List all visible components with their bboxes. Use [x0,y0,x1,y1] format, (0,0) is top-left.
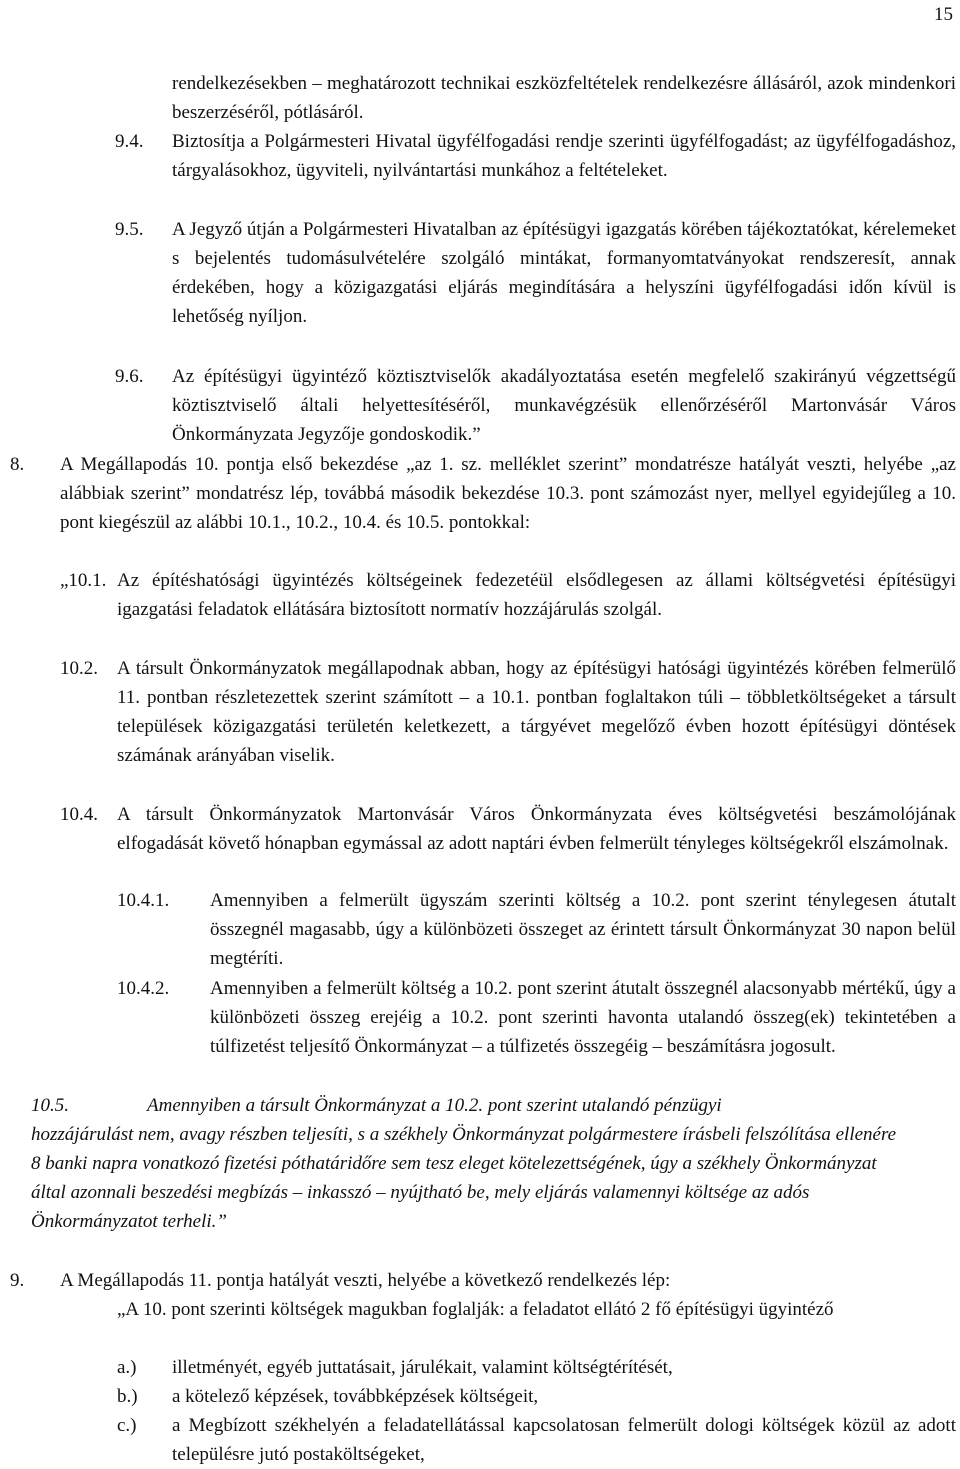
section-10-4-2-text: Amennyiben a felmerült költség a 10.2. pont szerint átutalt összegnél alacsonyabb mértékű, úgy a különbözeti összeg erejéig a 10.2. pont szerinti havonta utalandó összeg(ek) tekintetében a túlfizetést teljesítő Önkormányzat – a túlfizetés összegéig – beszámításra jogosult. [210,978,956,1057]
section-number-8: 8. [10,454,25,475]
section-number-9-6: 9.6. [115,366,144,387]
section-number-9-5: 9.5. [115,219,144,240]
section-9-6-text: Az építésügyi ügyintéző köztisztviselők akadályoztatása esetén megfelelő szakirányú végzettségű köztisztviselő általi helyettesítéséről, munkavégzésük ellenőrzéséről Martonvásár Város Önkormányzata Jegyzője gondoskodik.” [172,366,956,445]
section-number-10-1: „10.1. [60,570,107,591]
section-number-10-4-1: 10.4.1. [117,890,170,911]
list-item-b: a kötelező képzések, továbbképzések költségeit, [172,1386,539,1407]
section-8-text: A Megállapodás 10. pontja első bekezdése „az 1. sz. melléklet szerint” mondatrésze hatályát veszti, helyébe „az alábbiak szerint” mondatrész lép, továbbá második bekezdése 10.3. pont számozást nyer, mellyel egyidejűleg a 10. pont kiegészül az alábbi 10.1., 10.2., 10.4. és 10.5. pontokkal: [60,454,956,533]
section-10-4-text: A társult Önkormányzatok Martonvásár Város Önkormányzata éves költségvetési beszámolójának elfogadását követő hónapban egymással az adott naptári évben felmerült tényleges költségekről elszámolnak. [117,804,956,854]
page-number: 15 [934,4,953,25]
list-marker-c: c.) [117,1415,137,1436]
list-item-a: illetményét, egyéb juttatásait, járulékait, valamint költségtérítését, [172,1357,673,1378]
section-number-10-2: 10.2. [60,658,98,679]
section-10-5-first-line: Amennyiben a társult Önkormányzat a 10.2. pont szerint utalandó pénzügyi [147,1095,722,1116]
section-9-5-text: A Jegyző útján a Polgármesteri Hivatalban az építésügyi igazgatás körében tájékoztatókat, kérelemeket s bejelentés tudomásulvételére szolgáló mintákat, formanyomtatványokat rendszeresít, annak érdekében, hogy a közigazgatási eljárás megindítására a helyszíni ügyfélfogadási időn kívül is lehetőség nyíljon. [172,219,956,327]
list-marker-a: a.) [117,1357,137,1378]
list-marker-b: b.) [117,1386,138,1407]
section-number-9: 9. [10,1270,25,1291]
section-number-10-5: 10.5. [31,1095,69,1116]
paragraph-continuation: rendelkezésekben – meghatározott technikai eszközfeltételek rendelkezésre állásáról, azok mindenkori beszerzéséről, pótlásáról. [172,73,956,123]
section-11-intro: „A 10. pont szerinti költségek magukban foglalják: a feladatot ellátó 2 fő építésügyi ügyintéző [117,1299,834,1320]
section-10-1-text: Az építéshatósági ügyintézés költségeinek fedezetéül elsődlegesen az állami költségvetési építésügyi igazgatási feladatok ellátására biztosított normatív hozzájárulás szolgál. [117,570,956,620]
section-9-4-text: Biztosítja a Polgármesteri Hivatal ügyfélfogadási rendje szerinti ügyfélfogadást; az ügyfélfogadáshoz, tárgyalásokhoz, ügyviteli, nyilvántartási munkához a feltételeket. [172,131,956,181]
section-number-10-4: 10.4. [60,804,98,825]
section-10-2-text: A társult Önkormányzatok megállapodnak abban, hogy az építésügyi hatósági ügyintézés körében felmerülő 11. pontban részletezettek szerint számított – a 10.1. pontban foglaltakon túli – többletköltségeket a társult települések közigazgatási területén keletkezett, a tárgyévet megelőző évben hozott építésügyi döntések számának arányában viselik. [117,658,956,766]
section-9-text: A Megállapodás 11. pontja hatályát veszti, helyébe a következő rendelkezés lép: [60,1270,671,1291]
section-10-4-1-text: Amennyiben a felmerült ügyszám szerinti költség a 10.2. pont szerint ténylegesen átutalt összegnél magasabb, úgy a különbözeti összeget az érintett társult Önkormányzat 30 napon belül megtéríti. [210,890,956,969]
section-10-5-text: hozzájárulást nem, avagy részben teljesíti, s a székhely Önkormányzat polgármestere írásbeli felszólítása ellenére 8 banki napra vonatkozó fizetési póthatáridőre sem tesz eleget kötelezettségének, úgy a székhely Önkormányzat által azonnali beszedési megbízás – inkasszó – nyújtható be, mely eljárás valamennyi költsége az adós Önkormányzatot terheli.” [31,1124,897,1232]
section-number-10-4-2: 10.4.2. [117,978,170,999]
list-item-c: a Megbízott székhelyén a feladatellátással kapcsolatosan felmerült dologi költségek közül az adott településre jutó postaköltségeket, [172,1415,956,1465]
section-number-9-4: 9.4. [115,131,144,152]
